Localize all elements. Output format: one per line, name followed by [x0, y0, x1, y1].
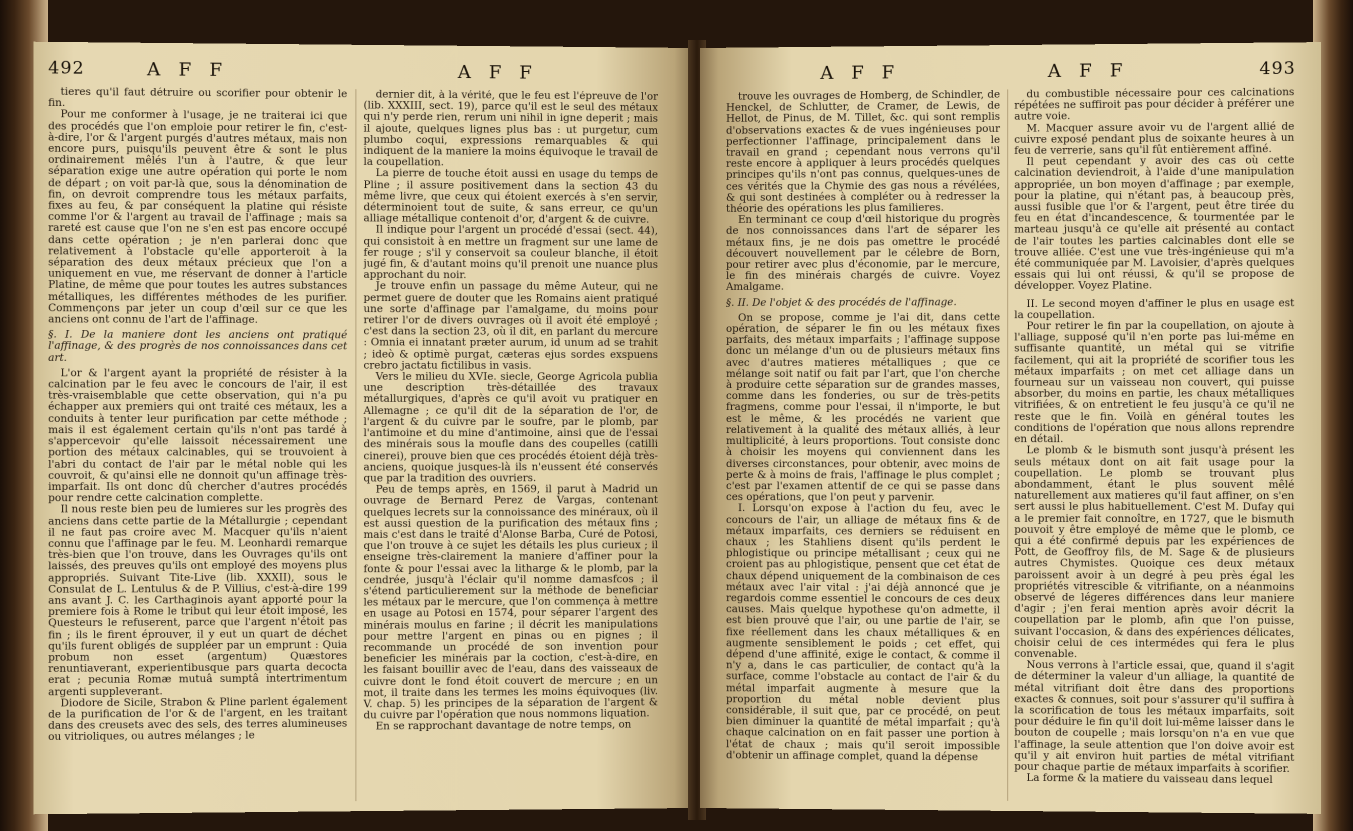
paragraph: Il nous reste bien peu de lumieres sur les progrès des anciens dans cette partie de la Métallurgie ; cependant il ne faut pas croire avec M. Macquer qu'ils n'aient connu que l'affinage par le feu. M. Leonhardi remarque très-bien que l'on trouve, dans les Ouvrages qu'ils ont laissés, des preuves qu'ils ont employé des moyens plus appropriés. Suivant Tite-Live (lib. XXXII), sous le Consulat de L. Lentulus & de P. Villius, c'est-à-dire 199 ans avant J. C. les Carthaginois ayant apporté pour la premiere fois à Rome le tribut qui leur étoit imposé, les Questeurs le refuserent, parce que l'argent n'étoit pas fin ; ils le firent éprouver, il y eut un quart de déchet qu'ils furent obligés de suppléer par un emprunt : Quia probum non esset (argentum) Quæstores renuntiaverant, experientibusque pars quarta decocta erat ; pecunia Romæ mutuâ sumptâ intertrimentum argenti suppleverant.	[48, 503, 348, 698]
paragraph: Nous verrons à l'article essai, que, quand il s'agit de déterminer la valeur d'un alliage, la quantité de métal vitrifiant doit être dans des proportions exactes & connues, soit pour s'assurer qu'il suffira à la scorification de tous les métaux imparfaits, soit pour déduire le fin qu'il doit lui-même laisser dans le bouton de coupelle ; mais lorsqu'on n'a en vue que l'affinage, la seule attention que l'on doive avoir est qu'il y ait environ huit parties de métal vitrifiant pour chaque partie de métaux imparfaits à scorifier.	[1014, 660, 1295, 776]
paragraph: du combustible nécessaire pour ces calcinations répétées ne suffiroit pas pour décider à préférer une autre voie.	[1014, 87, 1295, 124]
paragraph: II. Le second moyen d'affiner le plus en usage est la coupellation.	[1014, 297, 1295, 322]
headword: A F F	[457, 61, 538, 84]
running-head-left	[34, 58, 694, 86]
left-page	[34, 42, 694, 815]
paragraph: Je trouve enfin un passage du même Auteur, qui ne permet guere de douter que les Romains aient pratiqué une sorte d'affinage par l'amalgame, du moins pour retirer l'or de divers ouvrages où il avoit été employé ; c'est dans la section 23, où il dit, en parlant du mercure : Omnia ei innatant præter aurum, id unum ad se trahit ; ideò & optimè purgat, cæteras ejus sordes exspuens crebro jactatu fictilibus in vasis.	[363, 281, 658, 372]
page-number: 493	[1259, 58, 1296, 80]
paragraph: En se rapprochant davantage de notre temps, on	[375, 719, 632, 733]
paragraph: Il indique pour l'argent un procédé d'essai (sect. 44), qui consistoit à en mettre un fragment sur une lame de fer rouge ; s'il y conservoit sa couleur blanche, il étoit jugé fin, & d'autant moins qu'il prenoit une nuance plus approchant du noir.	[363, 224, 658, 282]
running-head-right	[700, 58, 1321, 86]
paragraph: Le plomb & le bismuth sont jusqu'à présent les seuls métaux dont on ait fait usage pour la coupellation. Le plomb se trouvant plus abondamment, étant le plus souvent mêlé naturellement aux matieres qu'il faut affiner, on s'en sert aussi le plus habituellement. C'est M. Dufay qui a le premier fait connoître, en 1727, que le bismuth pouvoit y être employé de même que le plomb, ce qui a été confirmé depuis par les expériences de Pott, de Geoffroy fils, de M. Sage & de plusieurs autres Chymistes. Quoique ces deux métaux paroissent avoir à un degré à peu près égal les propriétés vitrescible & vitrifiante, on a néanmoins observé de légeres différences dans leur maniere d'agir ; j'en ferai mention après avoir décrit la coupellation par le plomb, afin que l'on puisse, suivant l'occasion, & dans des expériences délicates, choisir celui de ces intermédes qui fera le plus convenable.	[1014, 445, 1295, 661]
headword: A F F	[820, 62, 901, 84]
paragraph: Pour me conformer à l'usage, je ne traiterai ici que des procédés que l'on emploie pour retirer le fin, c'est-à-dire, l'or & l'argent purgés d'autres métaux, mais non encore purs, puisqu'ils peuvent être & sont le plus ordinairement mêlés l'un à l'autre, & que leur séparation exige une autre opération qui porte le nom de départ ; on voit par-là que, sous la dénomination de fin, on devroit comprendre tous les métaux parfaits, fixes au feu, & par conséquent la platine qui résiste comme l'or & l'argent au travail de l'affinage ; mais sa rareté est cause que l'on ne s'en est pas encore occupé dans cette opération ; je n'en parlerai donc que relativement à l'obstacle qu'elle apporteroit à la séparation des deux métaux précieux que l'on a uniquement en vue, me réservant de donner à l'article Platine, de même que pour toutes les autres substances métalliques, les différentes méthodes de les purifier. Commençons par jeter un coup d'œil sur ce que les anciens ont connu de l'art de l'affinage.	[48, 109, 348, 326]
text-column-2	[1014, 87, 1294, 808]
text-column-2	[363, 89, 657, 805]
paragraph: L'or & l'argent ayant la propriété de résister à la calcination par le feu avec le concours de l'air, il est très-vraisemblable que cette observation, qui n'a pu échapper aux premiers qui ont traité ces métaux, les a conduits à tenter leur purification par cette méthode ; mais il est également certain qu'ils n'ont pas tardé à s'appercevoir qu'elle laissoit nécessairement une portion des métaux calcinables, qui se trouvoient à l'abri du contact de l'air par le métal noble qui les couvroit, & qu'ainsi elle ne donnoit qu'un affinage très-imparfait. Ils ont donc dû chercher d'autres procédés pour rendre cette calcination complette.	[48, 367, 348, 505]
paragraph: I. Lorsqu'on expose à l'action du feu, avec le concours de l'air, un alliage de métaux fins & de métaux imparfaits, ces derniers se réduisent en chaux ; les Stahliens disent qu'ils perdent le phlogistique ou principe métallisant ; ceux qui ne croient pas au phlogistique, pensent que cet état de chaux dépend uniquement de la combinaison de ces métaux avec l'air vital : j'ai déjà annoncé que je regardois comme essentiel le concours de ces deux causes. Mais quelque hypothese qu'on admette, il est bien prouvé que l'air, ou une partie de l'air, se fixe réellement dans les chaux métalliques & en augmente sensiblement le poids ; cet effet, qui dépend d'une affinité, exige le contact, & comme il n'y a, dans le cas particulier, de contact qu'à la surface, comme l'obstacle au contact de l'air & du métal imparfait augmente à mesure que la proportion du métal noble devient plus considérable, il suit que, par ce procédé, on peut bien diminuer la quantité de métal imparfait ; qu'à chaque calcination on en fait passer une portion à l'état de chaux ; mais qu'il seroit impossible d'obtenir un affinage complet, quand la dépense	[726, 503, 1001, 764]
text-column-1	[726, 89, 1000, 804]
page-number: 492	[48, 58, 85, 79]
headword: A F F	[146, 59, 229, 82]
paragraph: Pour retirer le fin par la coupellation, on ajoute à l'alliage, supposé qu'il n'en porte pas lui-même en suffisante quantité, un métal qui se vitrifie facilement, qui ait la propriété de scorifier tous les métaux imparfaits ; on met cet alliage dans un fourneau sur un vaisseau non couvert, qui puisse absorber, du moins en partie, les chaux métalliques vitrifiées, & on entretient le feu jusqu'à ce qu'il ne reste que le fin. Voilà en général toutes les conditions de l'opération que nous allons reprendre en détail.	[1014, 320, 1295, 446]
paragraph: trouve les ouvrages de Homberg, de Schindler, de Henckel, de Schlutter, de Cramer, de Lewis, de Hellot, de Pinus, de M. Tillet, &c. qui sont remplis d'observations exactes & de vues ingénieuses pour perfectionner l'affinage, principalement dans le travail en grand ; cependant nous verrons qu'il reste encore à appliquer à leurs procédés quelques principes qu'ils n'ont pas connus, quelques-unes de ces vérités que la Chymie des gas nous a révélées, & qui sont destinées à compléter ou à redresser la théorie des opérations les plus familieres.	[726, 89, 1001, 215]
paragraph: dernier dit, à la vérité, que le feu est l'épreuve de l'or (lib. XXXIII, sect. 19), parce qu'il est le seul des métaux qui n'y perde rien, rerum uni nihil in igne deperit ; mais il ajoute, quelques lignes plus bas : ut purgetur, cum plumbo coqui, expressions remarquables & qui indiquent de la maniere la moins équivoque le travail de la coupellation.	[363, 89, 658, 169]
paragraph: On se propose, comme je l'ai dit, dans cette opération, de séparer le fin ou les métaux fixes parfaits, des métaux imparfaits ; l'affinage suppose donc un mélange d'un ou de plusieurs métaux fins avec d'autres matieres métalliques ; que ce mélange soit natif ou fait par l'art, que l'on cherche à produire cette séparation sur de grandes masses, comme dans les fonderies, ou sur de très-petits fragmens, comme pour l'essai, il n'importe, le but est le même, & les procédés ne varient que relativement à la qualité des métaux alliés, à leur multiplicité, à leurs proportions. Tout consiste donc à choisir les moyens qui conviennent dans les diverses circonstances, pour obtenir, avec moins de perte & à moins de frais, l'affinage le plus complet ; c'est par l'examen attentif de ce qui se passe dans ces opérations, que l'on peut y parvenir.	[726, 311, 1001, 504]
paragraph: Vers le milieu du XVIe. siecle, George Agricola publia une description très-détaillée des travaux métallurgiques, d'après ce qu'il avoit vu pratiquer en Allemagne ; ce qu'il dit de la séparation de l'or, de l'argent & du cuivre par le soufre, par le plomb, par l'antimoine et du mine d'antimoine, ainsi que de l'essai des minérais sous la moufle dans des coupelles (catilli cinerei), prouve bien que ces procédés étoient déjà très-anciens, quoique jusques-là ils n'eussent été conservés que par la tradition des ouvriers.	[363, 371, 658, 485]
column-rule	[355, 89, 356, 801]
section-heading: §. I. De la maniere dont les anciens ont pratiqué l'affinage, & des progrès de nos connoissances dans cet art.	[48, 329, 348, 364]
paragraph: Il peut cependant y avoir des cas où cette calcination deviendroit, à l'aide d'une manipulation appropriée, un bon moyen d'affinage ; par exemple, pour la platine, qui n'étant pas, à beaucoup près, aussi fusible que l'or & l'argent, peut être tirée du feu en état d'incandescence, & tourmentée par le marteau jusqu'à ce qu'elle ait présenté au contact de l'air toutes les parties calcinables dont elle se trouve alliée. C'est une vue très-ingénieuse qui m'a été communiquée par M. Lavoisier, d'après quelques essais qui lui ont réussi, & qu'il se propose de développer. Voyez Platine.	[1014, 155, 1295, 293]
headword: A F F	[1047, 60, 1129, 83]
paragraph: tieres qu'il faut détruire ou scorifier pour obtenir le fin.	[48, 86, 348, 110]
section-heading: §. II. De l'objet & des procédés de l'affinage.	[726, 296, 957, 309]
paragraph: M. Macquer assure avoir vu de l'argent allié de cuivre exposé pendant plus de soixante heures à un feu de verrerie, sans qu'il fût entièrement affiné.	[1014, 121, 1295, 157]
column-rule	[1007, 89, 1008, 800]
paragraph: Peu de temps après, en 1569, il parut à Madrid un ouvrage de Bernard Perez de Vargas, contenant quelques lecrets sur la connoissance des minéraux, où il est aussi question de la purification des métaux fins ; mais c'est dans le traité d'Alonse Barba, Curé de Potosi, que l'on trouve à ce sujet les détails les plus curieux ; il enseigne très-clairement la maniere d'affiner pour la fonte & pour l'essai avec la litharge & le plomb, par la cendrée, jusqu'à l'éclair qu'il nomme damasfcos ; il s'étend particulierement sur la méthode de beneficiar les métaux par le mercure, que l'on commença à mettre en usage au Potosi en 1574, pour séparer l'argent des minérais moulus en farine ; il décrit les manipulations pour mettre l'argent en pinas ou en pignes ; il recommande un procédé de son invention pour beneficier les minérais par la coction, c'est-à-dire, en les faisant bouillir avec de l'eau, dans des vaisseaux de cuivre dont le fond étoit couvert de mercure ; en un mot, il traite dans les termes les moins équivoques (liv. V. chap. 5) les principes de la séparation de l'argent & du cuivre par l'opération que nous nommons liquation.	[363, 484, 658, 722]
paragraph: En terminant ce coup d'œil historique du progrès de nos connoissances dans l'art de séparer les métaux fins, je ne dois pas omettre le procédé découvert nouvellement par le célebre de Born, pour retirer avec plus d'économie, par le mercure, le fin des minérais chargés de cuivre. Voyez Amalgame.	[726, 213, 1001, 294]
right-page	[700, 42, 1321, 814]
paragraph: Diodore de Sicile, Strabon & Pline parlent également de la purification de l'or & de l'argent, en les traitant dans des creusets avec des sels, des terres alumineuses ou vitrioliques, ou autres mélanges ; le	[48, 696, 348, 744]
paragraph: La forme & la matiere du vaisseau dans lequel	[1026, 772, 1273, 787]
text-column-1	[48, 87, 347, 808]
paragraph: La pierre de touche étoit aussi en usage du temps de Pline ; il assure positivement dans la section 43 du même livre, que ceux qui étoient exercés à s'en servir, déterminoient tout de suite, & sans erreur, ce qu'un alliage métallique contenoit d'or, d'argent & de cuivre.	[363, 168, 658, 227]
